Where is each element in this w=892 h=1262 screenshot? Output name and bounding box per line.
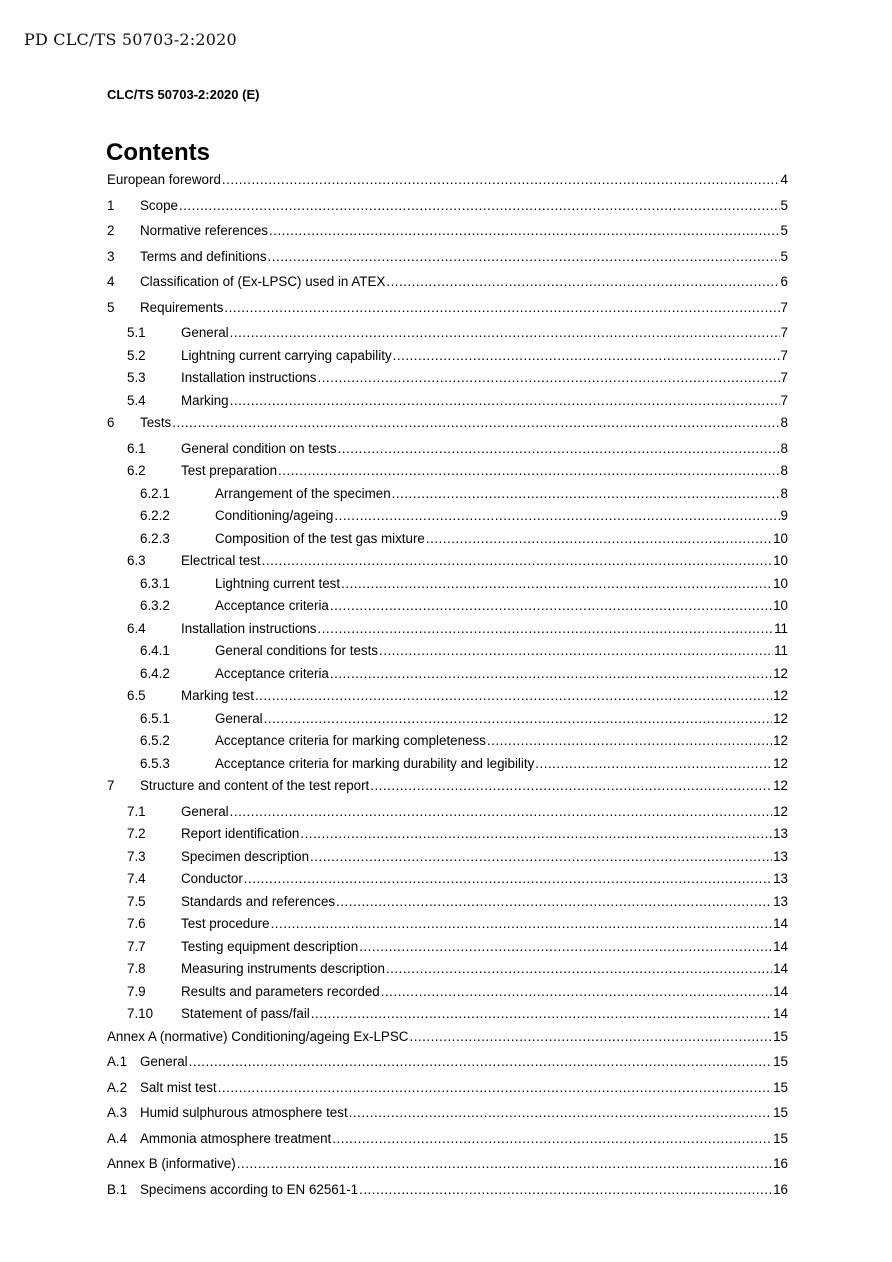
toc-entry-page: 7: [780, 299, 788, 315]
toc-entry-page: 8: [780, 485, 788, 501]
toc-entry[interactable]: [107, 1181, 788, 1199]
toc-entry-title: Specimens according to EN 62561-1: [140, 1181, 359, 1197]
contents-title: Contents: [106, 139, 210, 166]
toc-entry-page: 12: [773, 755, 788, 771]
toc-entry-number: 7.10: [127, 1006, 154, 1021]
toc-entry-number: 7.5: [127, 893, 146, 909]
toc-entry-page: 14: [773, 983, 788, 999]
toc-entry[interactable]: [107, 171, 788, 189]
toc-entry-number: 6: [107, 415, 115, 430]
toc-entry[interactable]: [107, 710, 788, 728]
toc-entry-page: 7: [780, 325, 788, 340]
toc-leader-dots: [255, 687, 772, 705]
toc-entry-title: Results and parameters recorded: [181, 983, 380, 999]
toc-leader-dots: [386, 273, 779, 291]
toc-entry-number: 2: [107, 223, 115, 238]
toc-leader-dots: [218, 1079, 772, 1097]
toc-entry[interactable]: [107, 803, 788, 821]
toc-entry[interactable]: [107, 485, 788, 503]
toc-leader-dots: [172, 414, 779, 432]
toc-entry-number: 7.7: [127, 938, 146, 954]
toc-leader-dots: [317, 369, 779, 387]
toc-entry[interactable]: [107, 1005, 788, 1023]
toc-entry[interactable]: [107, 369, 788, 387]
toc-entry-page: 10: [773, 530, 788, 546]
toc-entry-number: A.1: [107, 1054, 128, 1069]
toc-entry-title: Annex A (normative) Conditioning/ageing Ex-LPSC: [107, 1028, 409, 1044]
toc-entry-page: 14: [773, 961, 788, 976]
toc-entry-number: 5.3: [127, 370, 146, 385]
toc-leader-dots: [338, 440, 780, 458]
toc-entry-page: 10: [773, 575, 788, 591]
toc-entry-number: 1: [107, 197, 115, 213]
toc-entry-page: 8: [780, 440, 788, 456]
toc-entry[interactable]: [107, 1155, 788, 1173]
toc-entry-number: 6.3.1: [140, 575, 170, 591]
toc-entry[interactable]: [107, 299, 788, 317]
toc-entry-number: 7.1: [127, 803, 146, 819]
toc-entry-number: 6.5: [127, 688, 146, 703]
toc-leader-dots: [393, 347, 780, 365]
toc-entry[interactable]: [107, 324, 788, 342]
document-header-stamp: PD CLC/TS 50703-2:2020: [24, 30, 237, 49]
toc-entry-number: 7.3: [127, 848, 146, 864]
toc-entry-page: 11: [774, 620, 788, 636]
toc-leader-dots: [317, 620, 773, 638]
toc-entry-number: 7: [107, 778, 115, 793]
toc-leader-dots: [189, 1053, 772, 1071]
toc-leader-dots: [330, 665, 772, 683]
toc-entry-page: 10: [773, 598, 788, 613]
toc-entry-page: 12: [773, 710, 788, 726]
toc-entry-number: 5.4: [127, 392, 146, 408]
toc-entry[interactable]: [107, 462, 788, 480]
toc-entry-title: Terms and definitions: [140, 248, 267, 264]
toc-entry-number: A.3: [107, 1105, 128, 1120]
toc-leader-dots: [386, 960, 772, 978]
toc-leader-dots: [237, 1155, 772, 1173]
toc-entry-page: 13: [773, 848, 788, 864]
toc-entry-number: 6.2.1: [140, 485, 170, 501]
toc-entry-page: 5: [780, 223, 788, 238]
toc-entry-number: 6.1: [127, 440, 146, 456]
toc-entry-number: 6.3.2: [140, 598, 170, 613]
toc-entry-number: 4: [107, 274, 115, 289]
toc-entry-title: Lightning current test: [215, 575, 341, 591]
toc-entry-page: 15: [773, 1028, 788, 1044]
toc-entry[interactable]: [107, 825, 788, 843]
toc-entry-title: Test procedure: [181, 916, 270, 931]
toc-entry-title: Arrangement of the specimen: [215, 485, 391, 501]
toc-entry[interactable]: [107, 755, 788, 773]
toc-leader-dots: [359, 1181, 772, 1199]
toc-leader-dots: [336, 893, 772, 911]
toc-entry-title: Measuring instruments description: [181, 961, 385, 976]
toc-entry-page: 12: [773, 733, 788, 748]
toc-entry[interactable]: [107, 915, 788, 933]
toc-entry-title: Humid sulphurous atmosphere test: [140, 1105, 348, 1120]
toc-leader-dots: [271, 915, 773, 933]
toc-entry[interactable]: [107, 575, 788, 593]
toc-entry-title: General: [181, 325, 229, 340]
toc-entry-title: Scope: [140, 197, 178, 213]
toc-entry[interactable]: [107, 248, 788, 266]
toc-leader-dots: [230, 324, 780, 342]
toc-entry[interactable]: [107, 273, 788, 291]
toc-entry-title: Acceptance criteria: [215, 665, 329, 681]
toc-entry-title: Salt mist test: [140, 1079, 217, 1095]
toc-entry-number: 7.9: [127, 983, 146, 999]
toc-entry-page: 15: [773, 1130, 788, 1146]
toc-leader-dots: [311, 1005, 772, 1023]
toc-entry-title: Test preparation: [181, 463, 278, 478]
toc-entry[interactable]: [107, 1079, 788, 1097]
toc-entry-page: 13: [773, 871, 788, 886]
toc-leader-dots: [370, 777, 772, 795]
toc-leader-dots: [426, 530, 772, 548]
toc-entry[interactable]: [107, 552, 788, 570]
toc-entry-number: 5: [107, 299, 115, 315]
toc-entry-title: General condition on tests: [181, 440, 337, 456]
toc-entry-page: 9: [780, 508, 788, 523]
toc-leader-dots: [244, 870, 772, 888]
toc-entry[interactable]: [107, 1130, 788, 1148]
toc-entry-page: 5: [780, 197, 788, 213]
toc-entry-title: Tests: [140, 415, 172, 430]
toc-leader-dots: [409, 1028, 772, 1046]
toc-entry-title: Annex B (informative): [107, 1156, 236, 1171]
toc-entry-number: 7.6: [127, 916, 146, 931]
toc-entry[interactable]: [107, 893, 788, 911]
toc-entry[interactable]: [107, 440, 788, 458]
toc-entry[interactable]: [107, 1028, 788, 1046]
toc-entry-page: 15: [773, 1079, 788, 1095]
toc-entry-title: Structure and content of the test report: [140, 778, 370, 793]
toc-entry-title: Classification of (Ex-LPSC) used in ATEX: [140, 274, 386, 289]
toc-entry[interactable]: [107, 507, 788, 525]
toc-entry-page: 7: [780, 347, 788, 363]
toc-entry-number: 5.2: [127, 347, 146, 363]
toc-entry-title: Acceptance criteria for marking durability and legibility: [215, 755, 535, 771]
toc-entry-page: 11: [774, 643, 788, 658]
toc-entry-page: 13: [773, 826, 788, 841]
toc-entry-title: Acceptance criteria for marking completeness: [215, 733, 486, 748]
toc-entry[interactable]: [107, 197, 788, 215]
toc-entry-number: 6.4.2: [140, 665, 170, 681]
toc-entry-page: 12: [773, 665, 788, 681]
toc-entry[interactable]: [107, 938, 788, 956]
toc-entry-number: 7.4: [127, 871, 146, 886]
toc-entry-title: Installation instructions: [181, 370, 317, 385]
toc-entry-page: 4: [780, 172, 788, 187]
toc-leader-dots: [330, 597, 772, 615]
toc-entry-page: 16: [773, 1181, 788, 1197]
toc-entry-title: Installation instructions: [181, 620, 317, 636]
toc-leader-dots: [341, 575, 772, 593]
toc-entry[interactable]: [107, 983, 788, 1001]
toc-entry-page: 6: [780, 274, 788, 289]
toc-leader-dots: [381, 983, 772, 1001]
toc-leader-dots: [487, 732, 772, 750]
toc-entry-number: 6.5.2: [140, 733, 170, 748]
toc-entry-page: 8: [780, 463, 788, 478]
toc-entry[interactable]: [107, 777, 788, 795]
toc-entry-title: General: [181, 803, 229, 819]
toc-entry-number: A.2: [107, 1079, 128, 1095]
toc-entry[interactable]: [107, 1104, 788, 1122]
toc-leader-dots: [300, 825, 772, 843]
toc-leader-dots: [310, 848, 772, 866]
toc-entry-title: European foreword: [107, 172, 221, 187]
toc-entry-number: B.1: [107, 1181, 128, 1197]
toc-entry-title: Specimen description: [181, 848, 310, 864]
toc-entry[interactable]: [107, 392, 788, 410]
toc-entry-title: Conditioning/ageing: [215, 508, 334, 523]
toc-entry-title: Ammonia atmosphere treatment: [140, 1130, 332, 1146]
toc-entry-title: Normative references: [140, 223, 269, 238]
toc-entry-title: Acceptance criteria: [215, 598, 329, 613]
toc-entry-page: 16: [773, 1156, 788, 1171]
toc-leader-dots: [392, 485, 780, 503]
toc-entry-page: 12: [773, 688, 788, 703]
toc-entry-number: 7.8: [127, 961, 146, 976]
toc-entry-title: Marking: [181, 392, 229, 408]
toc-entry-page: 8: [780, 415, 788, 430]
toc-entry-title: Report identification: [181, 826, 300, 841]
toc-leader-dots: [262, 552, 772, 570]
toc-entry-title: Lightning current carrying capability: [181, 347, 392, 363]
toc-entry-number: 6.4.1: [140, 643, 170, 658]
toc-entry-page: 15: [773, 1054, 788, 1069]
toc-entry-number: 6.2.3: [140, 530, 170, 546]
toc-leader-dots: [334, 507, 779, 525]
toc-leader-dots: [264, 710, 772, 728]
toc-entry-number: 6.5.1: [140, 710, 170, 726]
toc-entry[interactable]: [107, 870, 788, 888]
toc-entry-title: Marking test: [181, 688, 254, 703]
toc-entry-number: 6.2.2: [140, 508, 170, 523]
toc-entry[interactable]: [107, 848, 788, 866]
toc-entry-title: Statement of pass/fail: [181, 1006, 310, 1021]
toc-entry-number: 6.4: [127, 620, 146, 636]
toc-entry-title: General conditions for tests: [215, 643, 379, 658]
toc-entry-title: General: [140, 1054, 188, 1069]
toc-entry[interactable]: [107, 732, 788, 750]
document-id: CLC/TS 50703-2:2020 (E): [107, 87, 260, 102]
toc-entry-number: 7.2: [127, 826, 146, 841]
toc-leader-dots: [230, 803, 772, 821]
toc-entry[interactable]: [107, 687, 788, 705]
toc-entry-page: 14: [773, 938, 788, 954]
toc-entry-page: 12: [773, 778, 788, 793]
toc-entry-title: Conductor: [181, 871, 243, 886]
toc-entry[interactable]: [107, 665, 788, 683]
toc-leader-dots: [278, 462, 780, 480]
toc-entry-title: Composition of the test gas mixture: [215, 530, 425, 546]
toc-entry-page: 7: [780, 392, 788, 408]
toc-entry-page: 15: [773, 1105, 788, 1120]
toc-leader-dots: [268, 248, 780, 266]
toc-entry-title: General: [215, 710, 263, 726]
toc-entry[interactable]: [107, 530, 788, 548]
toc-leader-dots: [349, 1104, 772, 1122]
toc-entry-title: Requirements: [140, 299, 224, 315]
toc-entry[interactable]: [107, 222, 788, 240]
toc-entry[interactable]: [107, 620, 788, 638]
toc-leader-dots: [535, 755, 772, 773]
toc-leader-dots: [230, 392, 780, 410]
toc-entry-number: A.4: [107, 1130, 128, 1146]
toc-leader-dots: [269, 222, 780, 240]
toc-entry-number: 5.1: [127, 325, 146, 340]
toc-entry-title: Testing equipment description: [181, 938, 359, 954]
toc-entry-page: 13: [773, 893, 788, 909]
toc-entry[interactable]: [107, 960, 788, 978]
toc-leader-dots: [359, 938, 772, 956]
toc-leader-dots: [379, 642, 773, 660]
toc-leader-dots: [179, 197, 780, 215]
toc-entry-page: 10: [773, 553, 788, 568]
toc-entry-page: 14: [773, 916, 788, 931]
toc-entry[interactable]: [107, 414, 788, 432]
toc-leader-dots: [332, 1130, 772, 1148]
toc-entry-number: 6.2: [127, 463, 146, 478]
toc-entry-page: 5: [780, 248, 788, 264]
toc-entry-page: 14: [773, 1006, 788, 1021]
toc-leader-dots: [224, 299, 779, 317]
toc-entry-number: 3: [107, 248, 115, 264]
toc-entry-page: 12: [773, 803, 788, 819]
toc-entry[interactable]: [107, 597, 788, 615]
toc-entry[interactable]: [107, 347, 788, 365]
toc-entry-title: Standards and references: [181, 893, 336, 909]
toc-entry-page: 7: [780, 370, 788, 385]
toc-entry-title: Electrical test: [181, 553, 261, 568]
toc-entry[interactable]: [107, 1053, 788, 1071]
toc-leader-dots: [222, 171, 780, 189]
toc-entry-number: 6.5.3: [140, 755, 170, 771]
toc-entry-number: 6.3: [127, 553, 146, 568]
toc-entry[interactable]: [107, 642, 788, 660]
